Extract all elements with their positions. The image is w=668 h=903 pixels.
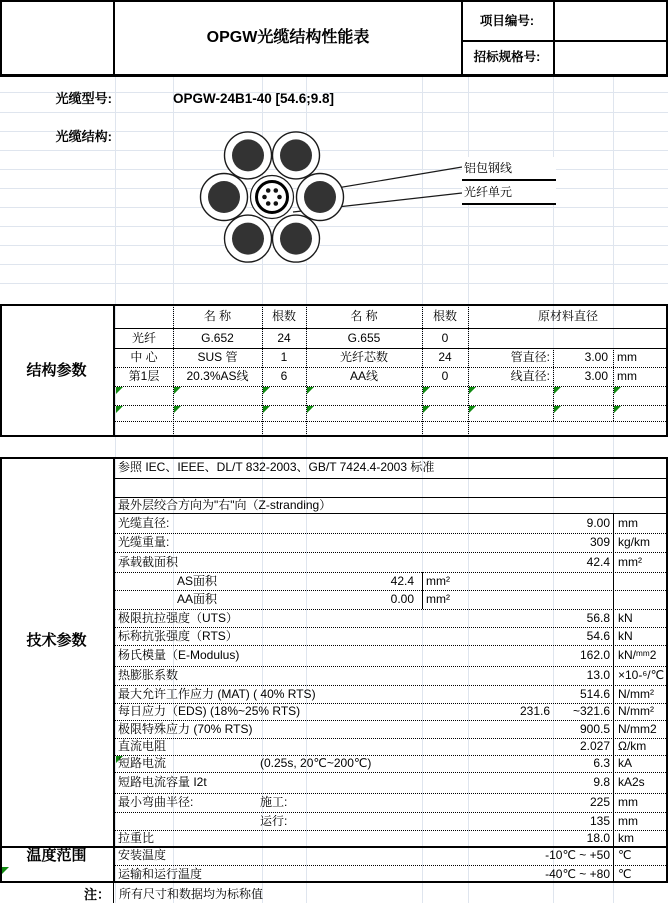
tension-weight-ratio-unit: km <box>618 831 634 845</box>
leader-line-wire <box>325 167 462 190</box>
cell-error-marker <box>423 387 430 394</box>
standards-reference: 参照 IEC、IEEE、DL/T 832-2003、GB/T 7424.4-2003 标准 <box>118 460 435 474</box>
cell-error-marker <box>307 387 314 394</box>
cell-error-marker <box>116 387 123 394</box>
fiber-count-1: 24 <box>277 331 291 345</box>
col-header-name-1: 名 称 <box>203 309 232 323</box>
cell-error-marker <box>423 406 430 413</box>
i2t-label: 短路电流容量 I2t <box>118 775 207 789</box>
eds-high-value: ~321.6 <box>572 704 610 718</box>
install-temp-label: 安装温度 <box>118 848 167 862</box>
min-bend-construction-unit: mm <box>618 795 638 809</box>
uss-70-label: 极限特殊应力 (70% RTS) <box>118 722 253 736</box>
stranding-direction: 最外层绞合方向为"右"向（Z-stranding） <box>118 498 332 512</box>
fiber-type-2: G.655 <box>347 331 381 345</box>
rts-value: 54.6 <box>586 629 610 643</box>
tension-weight-ratio-label: 拉重比 <box>118 831 155 845</box>
cable-diameter-unit: mm <box>618 516 638 530</box>
fiber-type-1: G.652 <box>201 331 234 345</box>
wire-diameter-unit: mm <box>617 369 637 383</box>
cable-diameter-value: 9.00 <box>586 516 610 530</box>
eds-low-value: 231.6 <box>519 704 550 718</box>
section-label-tech: 技术参数 <box>26 632 87 649</box>
dc-resistance-value: 2.027 <box>579 739 610 753</box>
cable-model-value: OPGW-24B1-40 [54.6;9.8] <box>173 91 335 106</box>
min-bend-operation-value: 135 <box>589 814 610 828</box>
border-line <box>613 513 614 883</box>
mat-unit: N/mm² <box>618 687 654 701</box>
cable-weight-value: 309 <box>589 535 610 549</box>
fiber-count-2: 0 <box>441 331 449 345</box>
thermal-expansion-value: 13.0 <box>586 668 610 682</box>
load-bearing-area-unit: mm² <box>618 555 642 569</box>
load-bearing-area-value: 42.4 <box>586 555 610 569</box>
col-header-count-1: 根数 <box>271 309 296 323</box>
aa-area-unit: mm² <box>426 592 450 606</box>
uss-70-unit: N/mm2 <box>618 722 657 736</box>
cell-error-marker <box>263 387 270 394</box>
col-header-name-2: 名 称 <box>350 309 378 323</box>
transport-temp-label: 运输和运行温度 <box>118 867 203 881</box>
transport-temp-unit: ℃ <box>618 867 632 881</box>
center-count: 1 <box>280 350 288 364</box>
as-area-value: 42.4 <box>390 574 414 588</box>
footnote-label: 注： <box>83 887 110 902</box>
border-line <box>553 2 555 74</box>
fiber-core-label: 光纤芯数 <box>339 350 388 364</box>
section-label-structure: 结构参数 <box>26 362 87 379</box>
tube-diameter-value: 3.00 <box>584 350 608 364</box>
page-title: OPGW光缆结构性能表 <box>206 29 370 46</box>
tube-diameter-unit: mm <box>617 350 637 364</box>
uts-label: 极限抗拉强度（UTS） <box>118 611 239 625</box>
install-temp-unit: ℃ <box>618 848 632 862</box>
short-circuit-current-condition: (0.25s, 20℃~200℃) <box>260 756 372 770</box>
border-line <box>115 386 668 387</box>
eds-label: 每日应力（EDS) (18%~25% RTS) <box>118 704 301 718</box>
dc-resistance-unit: Ω/km <box>618 739 647 753</box>
short-circuit-current-label: 短路电流 <box>118 756 167 770</box>
border-line <box>422 572 423 609</box>
bid-spec-label: 招标规格号: <box>473 50 541 64</box>
gridline-h <box>0 112 668 113</box>
uts-value: 56.8 <box>586 611 610 625</box>
cell-error-marker <box>307 406 314 413</box>
layer1-name-2: AA线 <box>349 369 378 383</box>
tension-weight-ratio-value: 18.0 <box>586 831 610 845</box>
project-number-value[interactable] <box>557 2 664 40</box>
aa-area-label: AA面积 <box>177 592 218 606</box>
cell-error-marker <box>174 387 181 394</box>
min-bend-construction-label: 施工: <box>260 795 288 809</box>
tube-diameter-label: 管直径: <box>510 350 550 364</box>
fiber-core-count: 24 <box>438 350 452 364</box>
border-line <box>113 883 114 903</box>
mat-label: 最大允许工作应力 (MAT) ( 40% RTS) <box>118 687 316 701</box>
cable-model-label: 光缆型号: <box>55 91 112 106</box>
center-row-label: 中 心 <box>130 350 158 364</box>
cable-diameter-label: 光缆直径: <box>118 516 170 530</box>
bid-spec-value[interactable] <box>557 40 664 74</box>
border-line <box>115 405 668 406</box>
cell-error-marker <box>554 406 561 413</box>
cell-error-marker <box>116 406 123 413</box>
min-bend-operation-label: 运行: <box>260 814 288 828</box>
transport-temp-value: -40℃ ~ +80 <box>545 867 610 881</box>
thermal-expansion-label: 热膨胀系数 <box>118 668 179 682</box>
install-temp-value: -10℃ ~ +50 <box>545 848 610 862</box>
project-number-label: 项目编号: <box>479 14 535 28</box>
wire-diameter-label: 线直径: <box>510 369 550 383</box>
short-circuit-current-unit: kA <box>618 756 633 770</box>
e-modulus-unit: kN/ᵐᵐ2 <box>618 648 657 662</box>
load-bearing-area-label: 承载截面积 <box>118 555 179 569</box>
layer1-count-2: 0 <box>441 369 449 383</box>
label-fiber-unit: 光纤单元 <box>462 181 556 205</box>
cell-error-marker <box>263 406 270 413</box>
cable-weight-label: 光缆重量: <box>118 535 170 549</box>
wire-diameter-value: 3.00 <box>584 369 608 383</box>
short-circuit-current-value: 6.3 <box>593 756 610 770</box>
cell-error-marker <box>174 406 181 413</box>
center-name: SUS 管 <box>197 350 238 364</box>
layer1-count: 6 <box>280 369 288 383</box>
cell-error-marker <box>469 406 476 413</box>
as-area-unit: mm² <box>426 574 450 588</box>
border-line <box>115 421 668 422</box>
dc-resistance-label: 直流电阻 <box>118 739 167 753</box>
col-header-material-diameter: 原材料直径 <box>537 309 598 323</box>
section-label-temperature: 温度范围 <box>26 847 87 864</box>
uts-unit: kN <box>618 611 633 625</box>
fiber-unit-circle <box>251 176 294 219</box>
i2t-value: 9.8 <box>593 775 610 789</box>
cell-error-marker <box>554 387 561 394</box>
layer1-row-label: 第1层 <box>128 369 160 383</box>
mat-value: 514.6 <box>579 687 610 701</box>
cable-structure-label: 光缆结构: <box>55 129 112 144</box>
uss-70-value: 900.5 <box>579 722 610 736</box>
fiber-row-label: 光纤 <box>131 331 156 345</box>
cell-error-marker <box>614 406 621 413</box>
min-bend-construction-value: 225 <box>589 795 610 809</box>
min-bend-operation-unit: mm <box>618 814 638 828</box>
border-line <box>115 478 668 479</box>
cell-error-marker <box>2 867 9 874</box>
min-bend-radius-label: 最小弯曲半径: <box>118 795 194 809</box>
col-header-count-2: 根数 <box>432 309 457 323</box>
footnote-text: 所有尺寸和数据均为标称值 <box>119 887 264 901</box>
layer1-name: 20.3%AS线 <box>186 369 249 383</box>
aa-area-value: 0.00 <box>390 592 414 606</box>
e-modulus-value: 162.0 <box>579 648 610 662</box>
i2t-unit: kA2s <box>618 775 645 789</box>
cable-weight-unit: kg/km <box>618 535 651 549</box>
as-area-label: AS面积 <box>177 574 218 588</box>
rts-unit: kN <box>618 629 633 643</box>
thermal-expansion-unit: ×10-⁶/℃ <box>618 668 665 682</box>
eds-unit: N/mm² <box>618 704 654 718</box>
cell-error-marker <box>614 387 621 394</box>
rts-label: 标称抗张强度（RTS） <box>118 629 238 643</box>
border-line <box>113 457 115 883</box>
label-acs-wire: 铝包钢线 <box>462 157 556 181</box>
cell-error-marker <box>469 387 476 394</box>
e-modulus-label: 杨氏模量（E-Modulus) <box>118 648 240 662</box>
